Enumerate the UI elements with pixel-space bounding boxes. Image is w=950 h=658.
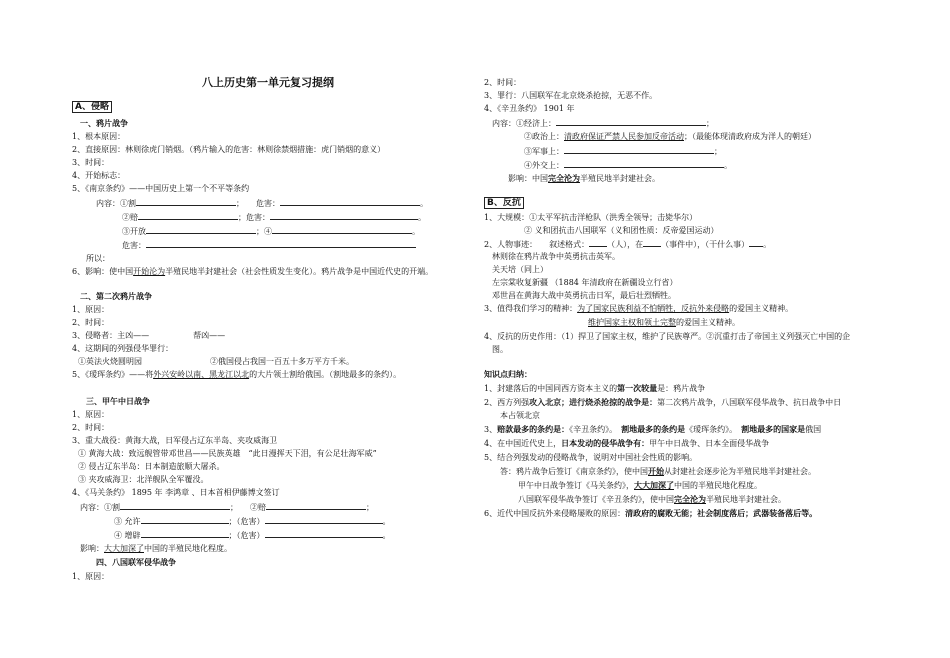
boxer-protocol-content-1: [492, 116, 714, 130]
eight-nation-heading: 四、八国联军侵华战争: [96, 558, 176, 567]
text: ④ 增辟: [114, 531, 141, 540]
emphasis: 完全沦为: [548, 173, 580, 183]
emphasis: 第一次较量: [617, 383, 658, 393]
text: 2、人物事迹： 叙述格式：: [484, 240, 590, 249]
text: 半殖民地半封建社会。: [580, 174, 660, 183]
text: 甲午中日战争签订《马关条约》，: [518, 481, 634, 490]
text: 6、近代中国反抗外来侵略屡败的原因：: [484, 509, 626, 518]
opium-war-line-2: 2、直接原因：林则徐虎门销烟。（鸦片输入的危害：林则徐禁烟措施：虎门销烟的意义）: [72, 145, 386, 154]
shimonoseki-content-2: [114, 514, 391, 528]
resistance-line-1b: ② 义和团抗击八国联军（义和团性质：反帝爱国运动）: [524, 226, 719, 235]
text: 第二次鸦片战争，八国联军侵华战争、抗日战争中日: [657, 398, 842, 407]
person-3: 左宗棠收复新疆 （1884 年清政府在新疆设立行省）: [492, 278, 678, 287]
text: 3、: [484, 425, 498, 434]
text: ③军事上：: [524, 147, 564, 156]
sino-japanese-war-line-3: 3、重大战役：黄海大战，日军侵占辽东半岛、夹攻威海卫: [72, 436, 278, 445]
opium-war-line-4: 4、开始标志：: [72, 171, 126, 180]
knowledge-5-answer-1: [500, 465, 816, 478]
text: 6、影响：使中国: [72, 267, 134, 276]
knowledge-5: 5、结合列强发动的侵略战争，说明对中国社会性质的影响。: [484, 453, 698, 462]
text: 5、《瑷珲条约》——将: [72, 370, 154, 379]
shimonoseki-content-3: [114, 528, 391, 542]
text: 。: [412, 227, 420, 236]
fill-blank: [643, 237, 661, 247]
fill-blank: [280, 196, 420, 206]
resistance-line-1: 1、大规模：①太平军抗击洋枪队（洪秀全领导；击毙华尔）: [484, 213, 698, 222]
text: 答：鸦片战争后签订《南京条约》，使中国: [500, 467, 648, 476]
text: ；④: [256, 227, 272, 236]
text: ④外交上：: [524, 161, 564, 170]
emphasis: 开始: [648, 466, 664, 476]
sino-japanese-war-impact: [80, 542, 232, 555]
knowledge-4: [484, 437, 769, 450]
emphasis: 维护国家主权和领土完整: [588, 318, 676, 327]
eight-nation-impact: [508, 172, 660, 185]
fill-blank: [564, 158, 724, 168]
text: 半殖民地半封建社会。: [706, 495, 786, 504]
emphasis: 为了国家民族利益不怕牺牲，反抗外来侵略: [577, 304, 730, 313]
opium-war-heading: 一、鸦片战争: [80, 119, 128, 128]
text: 内容：①割: [96, 199, 136, 208]
text: 从封建社会逐步沦为半殖民地半封建社会。: [664, 467, 816, 476]
fill-blank: [265, 514, 383, 524]
fill-blank: [141, 514, 229, 524]
fill-blank: [138, 210, 238, 220]
text: 。: [382, 517, 391, 526]
emphasis: 清政府的腐败无能；社会制度落后；武器装备落后等。: [625, 508, 818, 518]
text: 影响：中国: [508, 174, 548, 183]
opium-war-line-1: 1、根本原因：: [72, 132, 126, 141]
second-opium-war-line-2: 2、时间：: [72, 318, 110, 327]
sino-japanese-war-battle-2: ② 侵占辽东半岛：日本制造旅顺大屠杀。: [78, 462, 225, 471]
knowledge-summary-heading: 知识点归纳：: [484, 370, 532, 379]
emphasis: 割地最多的国家是: [741, 424, 806, 434]
text: 《辛丑条约》。: [569, 425, 622, 434]
text: 。: [418, 213, 426, 222]
second-opium-war-line-1: 1、原因：: [72, 305, 110, 314]
emphasis: 日本发动的侵华战争有：: [561, 438, 650, 448]
fill-blank: [589, 237, 607, 247]
text: 2、西方列强: [484, 398, 530, 407]
emphasis: 攻入北京；进行烧杀抢掠的战争是：: [529, 397, 658, 407]
second-opium-war-line-5: [72, 368, 401, 381]
text: 半殖民地半封建社会（社会性质发生变化）。鸦片战争是中国近代史的开端。: [165, 267, 434, 276]
eight-nation-line-3: 3、罪行：八国联军在北京烧杀抢掠，无恶不作。: [484, 91, 658, 100]
knowledge-2b: 本占领北京: [500, 411, 540, 420]
shimonoseki-content-1: [80, 500, 374, 514]
text: 危害：: [122, 241, 146, 250]
text: ③开放: [122, 227, 146, 236]
nanjing-content-1: [96, 196, 428, 210]
emphasis: 清政府保证严禁人民参加反帝活动: [564, 132, 684, 141]
nanjing-content-2: [122, 210, 426, 224]
section-a-heading: A、侵略: [72, 101, 112, 113]
text: ；: [706, 119, 714, 128]
nanjing-content-4: [122, 238, 416, 252]
text: 的爱国主义精神。: [729, 304, 794, 313]
fill-blank: [564, 144, 714, 154]
second-opium-war-crime-2: ②俄国侵占我国一百五十多万平方千米。: [210, 357, 354, 366]
fill-blank: [136, 196, 236, 206]
knowledge-3: [484, 423, 821, 436]
second-opium-war-line-4: 4、这期间的列强侵华罪行：: [72, 344, 174, 353]
opium-war-so: 所以：: [86, 254, 110, 263]
fill-blank: [120, 500, 230, 510]
emphasis: 完全沦为: [674, 494, 706, 504]
text: 4、在中国近代史上，: [484, 439, 562, 448]
text: 3、值得我们学习的精神：: [484, 304, 578, 313]
fill-blank: [146, 238, 416, 248]
text: ；（危害）: [228, 517, 265, 526]
boxer-protocol-content-2: [524, 130, 816, 143]
text: ；: [714, 147, 722, 156]
second-opium-war-line-3: [72, 329, 225, 342]
knowledge-5-answer-2: [518, 479, 762, 492]
text: 中国的半殖民地化程度。: [674, 481, 762, 490]
text: 是：鸦片战争: [657, 384, 706, 393]
emphasis: 大大加深了: [104, 544, 144, 553]
text: 。: [763, 240, 772, 249]
eight-nation-line-2: 2、时间：: [484, 78, 522, 87]
fill-blank: [141, 528, 229, 538]
boxer-protocol-content-3: [524, 144, 722, 158]
emphasis: 大大加深了: [634, 480, 674, 490]
text: ； ②赔: [230, 503, 266, 512]
text: ；: [366, 503, 374, 512]
text: ②赔: [122, 213, 138, 222]
text: ；危害：: [238, 213, 270, 222]
emphasis: 割地最多的条约是: [621, 424, 686, 434]
fill-blank: [749, 237, 763, 247]
second-opium-war-heading: 二、第二次鸦片战争: [80, 292, 152, 301]
fill-blank: [270, 210, 418, 220]
opium-war-line-6: [72, 265, 433, 278]
emphasis: 赔款最多的条约是：: [497, 424, 570, 434]
emphasis: 外兴安岭以南、黑龙江以北: [153, 370, 250, 379]
second-opium-war-crime-1: ①英法火烧圆明园: [78, 357, 142, 366]
text: 帮凶——: [193, 331, 226, 340]
knowledge-1: [484, 382, 705, 395]
knowledge-6: [484, 507, 817, 520]
text: 甲午中日战争、日本全面侵华战争: [649, 439, 770, 448]
resistance-line-4b: 图。: [492, 345, 508, 354]
person-4: 邓世昌在黄海大战中英勇抗击日军，最后壮烈牺牲。: [492, 291, 676, 300]
sino-japanese-war-line-1: 1、原因：: [72, 410, 110, 419]
text: 的大片领土割给俄国。（割地最多的条约）。: [249, 370, 402, 379]
knowledge-5-answer-3: [518, 493, 786, 506]
knowledge-2: [484, 396, 841, 409]
sino-japanese-war-line-4: 4、《马关条约》 1895 年 李鸿章 、日本首相伊藤博文签订: [72, 488, 280, 497]
resistance-line-3b: [588, 316, 740, 329]
fill-blank: [265, 528, 383, 538]
text: （人），在: [607, 240, 644, 249]
fill-blank: [556, 116, 706, 126]
resistance-line-2: [484, 237, 771, 251]
opium-war-line-3: 3、时间：: [72, 158, 110, 167]
text: 。: [382, 531, 391, 540]
text: 内容：①经济上：: [492, 119, 556, 128]
text: ③ 允许: [114, 517, 141, 526]
text: 。: [420, 199, 428, 208]
text: 《瑷珲条约》。: [685, 425, 742, 434]
sino-japanese-war-line-2: 2、时间：: [72, 423, 110, 432]
eight-nation-line-4: 4、《辛丑条约》 1901 年: [484, 104, 575, 113]
person-2: 关天培（同上）: [492, 265, 548, 274]
sino-japanese-war-heading: 三、甲午中日战争: [86, 397, 150, 406]
text: 1、封建落后的中国同西方资本主义的: [484, 384, 618, 393]
text: 中国的半殖民地化程度。: [144, 544, 232, 553]
text: 八国联军侵华战争签订《辛丑条约》，使中国: [518, 495, 674, 504]
text: 内容：①割: [80, 503, 120, 512]
text: ；（最能体现清政府成为洋人的朝廷）: [684, 132, 816, 141]
text: 俄国: [805, 425, 822, 434]
text: 的爱国主义精神。: [676, 318, 740, 327]
text: ；（危害）: [228, 531, 265, 540]
text: ②政治上：: [524, 132, 564, 141]
eight-nation-line-1: 1、原因：: [72, 572, 110, 581]
page-title: 八上历史第一单元复习提纲: [202, 76, 334, 89]
sino-japanese-war-battle-1: ① 黄海大战：致远舰管带邓世昌——民族英雄 “此日漫挥天下泪，有公足壮海军威”: [78, 449, 377, 458]
sino-japanese-war-battle-3: ③ 夹攻威海卫：北洋舰队全军覆没。: [78, 475, 209, 484]
section-b-heading: B、反抗: [484, 197, 524, 209]
text: 。: [724, 161, 732, 170]
text: 影响：: [80, 544, 104, 553]
boxer-protocol-content-4: [524, 158, 732, 172]
text: 3、侵略者：主凶——: [72, 331, 150, 340]
fill-blank: [266, 500, 366, 510]
text: ； 危害：: [236, 199, 280, 208]
nanjing-content-3: [122, 224, 420, 238]
fill-blank: [272, 224, 412, 234]
opium-war-line-5: 5、《南京条约》——中国历史上第一个不平等条约: [72, 184, 250, 193]
text: （事件中），（干什么事）: [661, 240, 750, 249]
resistance-line-4: 4、反抗的历史作用：（1）捍卫了国家主权，维护了民族尊严。②沉重打击了帝国主义列强灭亡中国的企: [484, 332, 851, 341]
fill-blank: [146, 224, 256, 234]
person-1: 林则徐在鸦片战争中英勇抗击英军。: [492, 252, 620, 261]
emphasis: 开始沦为: [133, 267, 166, 276]
resistance-line-3: [484, 302, 793, 315]
